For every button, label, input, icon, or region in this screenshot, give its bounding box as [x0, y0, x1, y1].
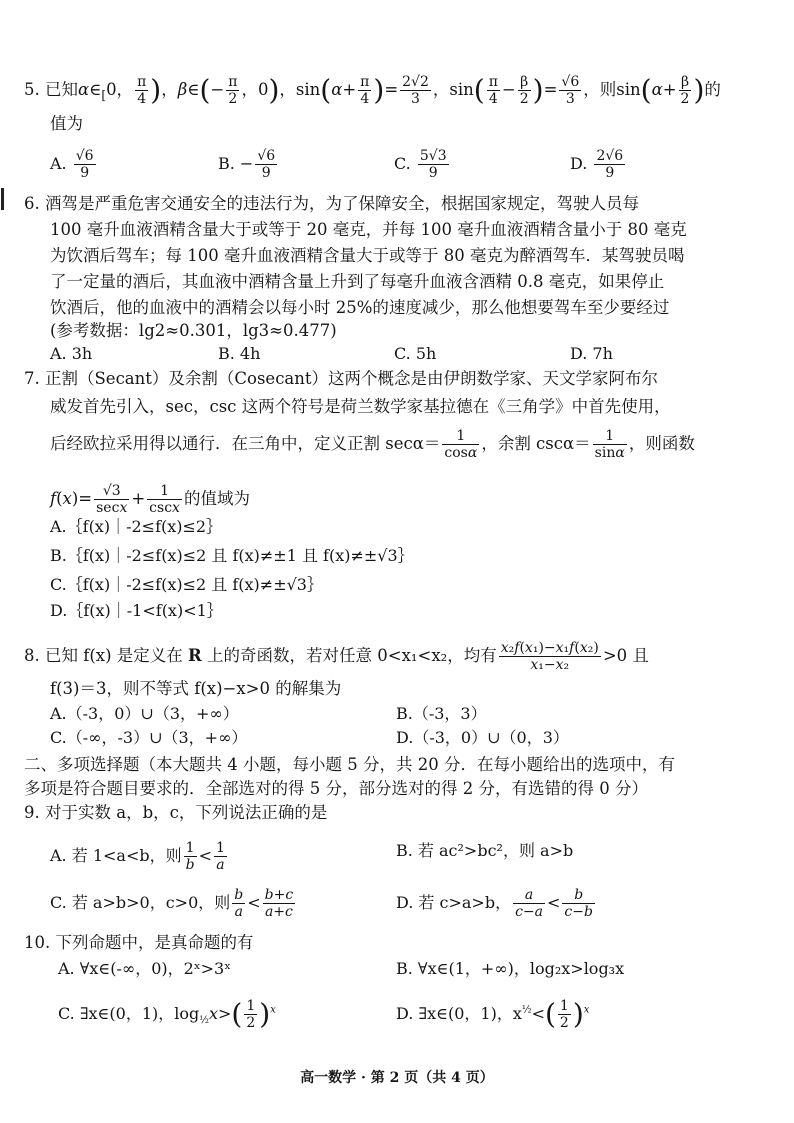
q5-text: ，	[161, 80, 178, 99]
question-8-line-2: f(3)＝3，则不等式 f(x)−x>0 的解集为	[50, 679, 342, 698]
q8-option-b: B.（-3，3）	[396, 704, 487, 723]
q10-option-d: D. ∃x∈(0，1)，$x^{\frac{1}{2}}<$( $\frac{1}{2}$ )$^x$	[396, 997, 590, 1031]
q8-option-a: A.（-3，0）∪（3，+∞）	[50, 704, 239, 723]
q8-real-set: R	[188, 646, 202, 665]
question-6-line-6: (参考数据：lg2≈0.301，lg3≈0.477)	[50, 321, 337, 340]
question-number: 9.	[24, 803, 40, 822]
q9-text: D. 若 c>a>b，	[396, 893, 512, 912]
question-6-line-4: 了一定量的酒后，其血液中酒精含量上升到了每毫升血液含酒精 0.8 毫克，如果停止	[50, 272, 665, 291]
q10-option-a: A. ∀x∈(-∞，0)，2ˣ>3ˣ	[58, 959, 231, 978]
q6-option-d: D. 7h	[570, 344, 613, 363]
question-number: 8.	[24, 646, 40, 665]
q9-option-d: D. 若 c>a>b， $\frac{a}{c-a}$ < $\frac{b}{c-b}$	[396, 887, 593, 920]
question-number: 10.	[24, 933, 51, 952]
q7-text: 正割（Secant）及余割（Cosecant）这两个概念是由伊朗数学家、天文学家阿布尔	[45, 369, 659, 388]
q7-option-b: B.｛f(x)｜-2≤f(x)≤2 且 f(x)≠±1 且 f(x)≠±√3｝	[50, 546, 414, 565]
q9-option-c: C. 若 a>b>0，c>0，则 $\frac{b}{a}$ < $\frac{b+c}{a+c}$	[50, 887, 294, 920]
q7-option-d: D.｛f(x)｜-1<f(x)<1｝	[50, 601, 223, 620]
q5-text: ，	[279, 80, 296, 99]
question-6-line-2: 100 毫升血液酒精含量大于或等于 20 毫克，并每 100 毫升血液酒精含量小于 80 毫克	[50, 220, 687, 239]
question-7-line-3: 后经欧拉采用得以通行．在三角中，定义正割 secα＝ $\frac{1}{\cos\alpha}$ ，余割 cscα＝ $\frac{1}{\sin\alpha}$ ，则函数	[50, 428, 695, 461]
q5-text: ，	[432, 80, 450, 99]
q5-text: 的	[704, 80, 721, 99]
q5-option-a: A. $\frac{√6}{9}$	[50, 148, 94, 181]
q5-option-d: D. $\frac{2√6}{9}$	[570, 148, 624, 181]
option-label: C.	[394, 154, 411, 173]
q7-text: 的值域为	[183, 489, 250, 508]
section-2-heading-line-2: 多项是符合题目要求的．全部选对的得 5 分，部分选对的得 2 分，有选错的得 0 分）	[24, 779, 648, 798]
q8-text: >0 且	[602, 646, 649, 665]
q7-option-c: C.｛f(x)｜-2≤f(x)≤2 且 f(x)≠±√3｝	[50, 575, 323, 594]
question-5-line-1: 5. 已知$\alpha\in_[0$， $\frac{\pi}{4}$ )，β∈(− $\frac{\pi}{2}$ ，0)，sin(α+ $\frac{\pi}{4}$ )= $\frac{2√2}{3}$ ，sin( $\frac{\pi}{4}$ − $\frac{\beta}{2}$ )= $\frac{√6}{3}$ ，则sin(α+ $\frac{\beta}{2}$ )的	[24, 73, 721, 107]
question-6-line-1	[24, 193, 639, 215]
q10-text: D. ∃x∈(0，1)，x	[396, 1004, 522, 1023]
q7-text: 后经欧拉采用得以通行．在三角中，定义正割 secα＝	[50, 434, 441, 453]
q5-option-c: C. $\frac{5√3}{9}$	[394, 148, 447, 181]
option-label: A.	[50, 154, 67, 173]
q7-text: ，余割 cscα＝	[481, 434, 591, 453]
q9-text: A. 若 1<a<b，则	[50, 846, 182, 865]
q8-text: 上的奇函数，若对任意 0<x₁<x₂，均有	[207, 646, 497, 665]
question-8-line-1: 8. 已知 f(x) 是定义在 R 上的奇函数，若对任意 0<x₁<x₂，均有 $\frac{\text{x₂f(x₁)−x₁f(x₂)}}{\text{x₁−x₂}}$ >0 且	[24, 640, 649, 673]
question-6-line-5: 饮酒后，他的血液中的酒精会以每小时 25%的速度减少，那么他想要驾车至少要经过	[50, 298, 670, 317]
q6-option-a: A. 3h	[50, 344, 93, 363]
q9-option-b: B. 若 ac²>bc²，则 a>b	[396, 841, 574, 860]
question-7-line-4: f(x)= $\frac{√3}{\sec x}$ + $\frac{1}{\csc x}$ 的值域为	[50, 483, 250, 516]
page-footer: 高一数学 · 第 2 页（共 4 页）	[300, 1070, 494, 1086]
q8-option-c: C.（-∞，-3）∪（3，+∞）	[50, 728, 248, 747]
q8-option-d: D.（-3，0）∪（0，3）	[396, 728, 569, 747]
question-9-stem	[24, 802, 327, 824]
q6-text: 酒驾是严重危害交通安全的违法行为，为了保障安全，根据国家规定，驾驶人员每	[45, 194, 639, 213]
question-7-line-1	[24, 368, 658, 390]
question-6-line-3: 为饮酒后驾车；每 100 毫升血液酒精含量大于或等于 80 毫克为醉酒驾车．某驾驶员喝	[50, 246, 685, 265]
q10-option-c: C. ∃x∈(0，1)，$\log_{\frac{1}{2}}x>$( $\frac{1}{2}$ )$^x$	[58, 997, 276, 1031]
q10-text: C. ∃x∈(0，1)，log	[58, 1004, 200, 1023]
option-label: D.	[570, 154, 588, 173]
question-number: 6.	[24, 194, 40, 213]
scan-margin-mark	[1, 188, 4, 210]
question-7-line-2: 威发首先引入，sec，csc 这两个符号是荷兰数学家基拉德在《三角学》中首先使用，	[50, 397, 671, 416]
q9-option-a: A. 若 1<a<b，则 $\frac{1}{b}$ < $\frac{1}{a}$	[50, 840, 225, 873]
q6-option-b: B. 4h	[218, 344, 261, 363]
q9-text: C. 若 a>b>0，c>0，则	[50, 893, 231, 912]
q9-text: 对于实数 a，b，c，下列说法正确的是	[45, 803, 328, 822]
q5-text: 已知	[45, 80, 78, 99]
q5-text: ，则	[583, 80, 617, 99]
question-5-line-2: 值为	[50, 114, 83, 133]
q10-text: 下列命题中，是真命题的有	[55, 933, 254, 952]
q8-text: 已知 f(x) 是定义在	[45, 646, 183, 665]
section-2-heading-line-1: 二、多项选择题（本大题共 4 小题，每小题 5 分，共 20 分．在每小题给出的选项中，有	[24, 755, 675, 774]
option-label: B.	[218, 154, 235, 173]
q7-text: ，则函数	[628, 434, 695, 453]
q6-option-c: C. 5h	[394, 344, 437, 363]
q7-option-a: A.｛f(x)｜-2≤f(x)≤2｝	[50, 517, 223, 536]
question-number: 7.	[24, 369, 40, 388]
question-number: 5.	[24, 80, 40, 99]
q10-option-b: B. ∀x∈(1，+∞)，log₂x>log₃x	[396, 959, 625, 978]
question-10-stem	[24, 932, 254, 954]
q5-option-b: B. − $\frac{√6}{9}$	[218, 148, 276, 181]
